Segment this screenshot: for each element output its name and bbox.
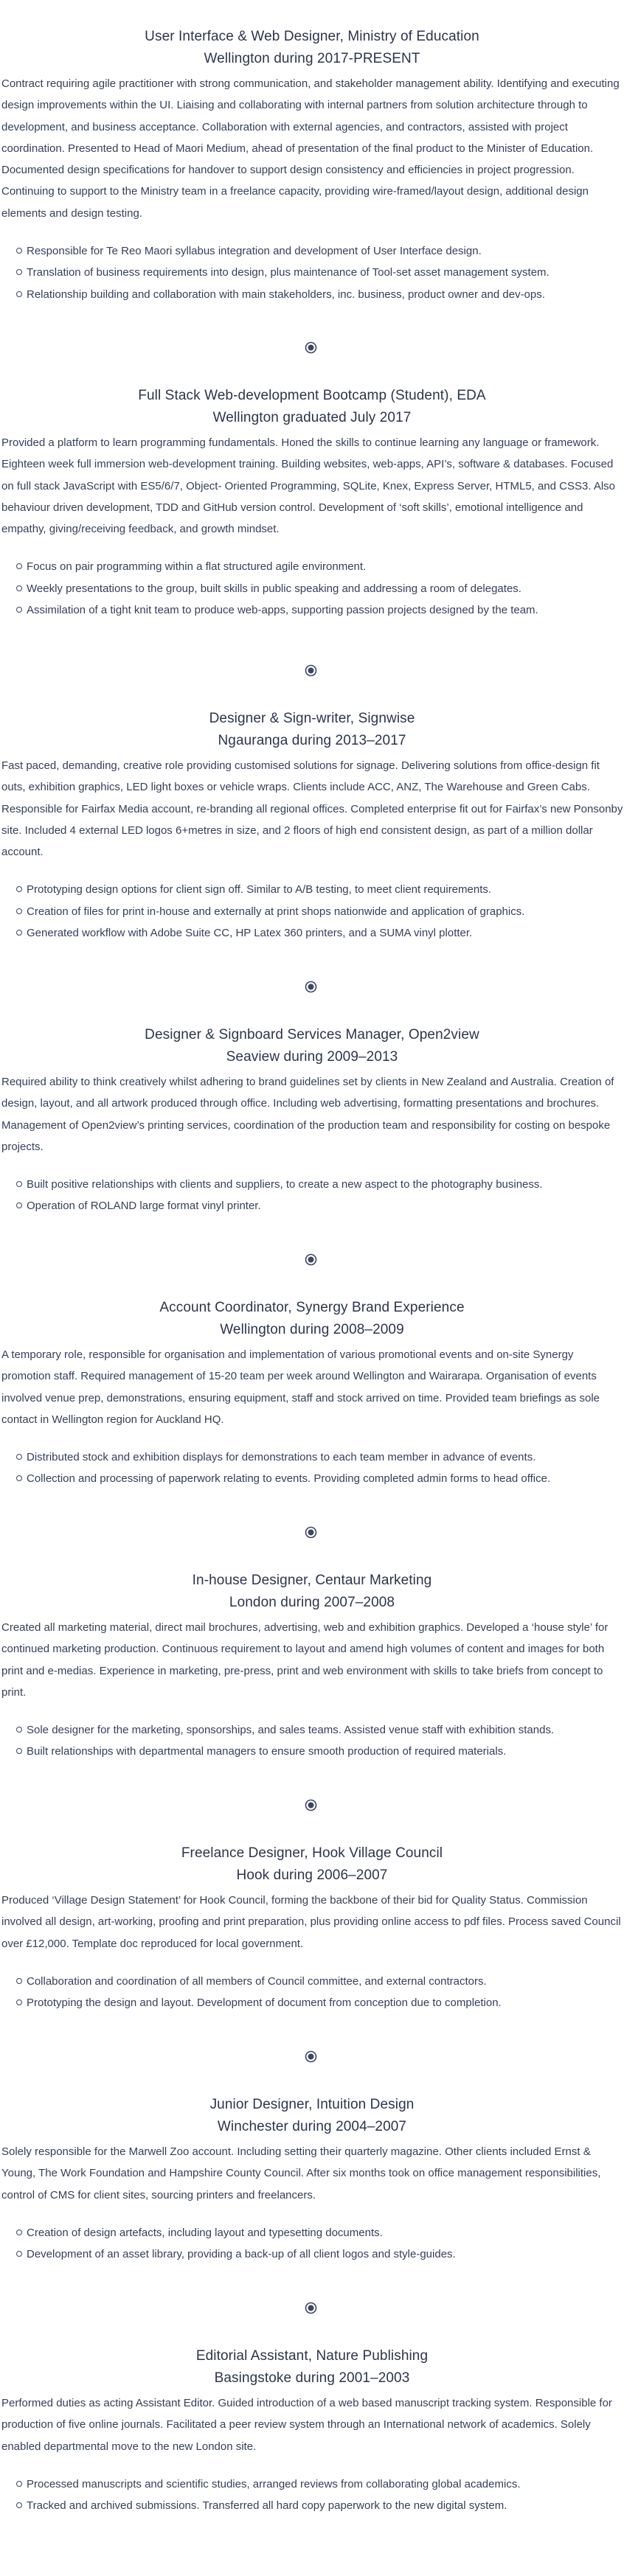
job-highlight: Prototyping design options for client sign off. Similar to A/B testing, to meet client requirements. xyxy=(16,879,624,900)
section-divider-icon xyxy=(305,2302,317,2314)
job-description: Contract requiring agile practitioner with strong communication, and stakeholder management ability. Identifying and executing design improvements within the UI. Liaising and collaborating with internal partners from solution architecture through to development, and business acceptance. Collaboration with external agencies, and contractors, assisted with project coordination. Presented to Head of Maori Medium, ahead of presentation of the final product to the Minister of Education. Documented design specifications for handover to support design consistency and efficiencies in project progression. Continuing to support to the Ministry team in a freelance capacity, providing wire-framed/layout design, additional design elements and design testing. xyxy=(1,77,620,220)
job-highlights xyxy=(0,240,624,305)
job-entry xyxy=(0,1842,624,2013)
job-location-dates: Ngauranga during 2013–2017 xyxy=(218,733,406,748)
job-entry xyxy=(0,385,624,621)
job-highlight: Focus on pair programming within a flat structured agile environment. xyxy=(16,556,624,577)
job-description: A temporary role, responsible for organisation and implementation of various promotional events and on-site Synergy promotion staff. Required management of 15-20 team per week around Wellington and Wairarapa. Organisation of events involved venue prep, demonstrations, ensuring equipment, staff and stock arrived on time. Provided team briefings as sole contact in Wellington region for Auckland HQ. xyxy=(1,1348,600,1426)
job-title: Editorial Assistant, Nature Publishing xyxy=(195,2348,429,2364)
job-highlight: Built relationships with departmental managers to ensure smooth production of required materials. xyxy=(16,1741,624,1762)
job-title: Account Coordinator, Synergy Brand Experience xyxy=(159,1300,465,1315)
job-entry xyxy=(0,2345,624,2516)
job-description: Fast paced, demanding, creative role providing customised solutions for signage. Delivering solutions from office-design fit outs, exhibition graphics, LED light boxes or vehicle wraps. Clients include ACC, ANZ, The Warehouse and Green Cabs. Responsible for Fairfax Media account, re-branding all regional offices. Completed enterprise fit out for Fairfax’s new Ponsonby site. Included 4 external LED logos 6+metres in size, and 2 floors of high end consistent design, as part of a million dollar account. xyxy=(1,759,623,859)
job-highlights xyxy=(0,556,624,621)
section-divider-icon xyxy=(305,1799,317,1811)
section-divider-icon xyxy=(305,341,317,354)
job-highlight: Weekly presentations to the group, built skills in public speaking and addressing a room of delegates. xyxy=(16,578,624,599)
job-description: Performed duties as acting Assistant Editor. Guided introduction of a web based manuscript tracking system. Responsible for production of five online journals. Facilitated a peer review system through an International network of academics. Solely enabled departmental move to the new London site. xyxy=(1,2397,612,2453)
job-title: In-house Designer, Centaur Marketing xyxy=(192,1573,432,1588)
job-highlights xyxy=(0,2474,624,2517)
job-description: Required ability to think creatively whilst adhering to brand guidelines set by clients in New Zealand and Australia. Creation of design, layout, and all artwork produced through office. Including web advertising, formatting presentations and brochures. Management of Open2view’s printing services, coordination of the production team and responsibility for costing on bespoke projects. xyxy=(1,1076,614,1153)
job-highlight: Prototyping the design and layout. Development of document from conception due to completion. xyxy=(16,1992,624,2013)
job-highlight: Assimilation of a tight knit team to produce web-apps, supporting passion projects designed by the team. xyxy=(16,599,624,621)
job-highlight: Responsible for Te Reo Maori syllabus integration and development of User Interface design. xyxy=(16,240,624,262)
job-highlight: Development of an asset library, providing a back-up of all client logos and style-guides. xyxy=(16,2243,624,2265)
job-entry xyxy=(0,2094,624,2265)
job-highlights xyxy=(0,1447,624,1490)
job-description: Created all marketing material, direct mail brochures, advertising, web and exhibition graphics. Developed a ‘house style’ for continued marketing production. Continuous requirement to layout and amend high volumes of content and images for both print and e-medias. Experience in marketing, pre-press, print and web environment with skills to take briefs from concept to print. xyxy=(1,1621,609,1699)
job-highlight: Built positive relationships with clients and suppliers, to create a new aspect to the photography business. xyxy=(16,1174,624,1195)
job-title: Junior Designer, Intuition Design xyxy=(209,2097,415,2112)
section-divider-icon xyxy=(305,2050,317,2063)
job-description: Produced ‘Village Design Statement’ for Hook Council, forming the backbone of their bid for Quality Status. Commission involved all design, art-working, proofing and print preparation, plus providing online access to pdf files. Process saved Council over £12,000. Template doc reproduced for local government. xyxy=(1,1894,621,1950)
job-title: Designer & Signboard Services Manager, Open2view xyxy=(145,1027,479,1042)
section-divider-icon xyxy=(305,981,317,993)
job-entry xyxy=(0,708,624,944)
job-location-dates: Wellington during 2017-PRESENT xyxy=(204,51,420,66)
job-entry xyxy=(0,26,624,305)
job-highlight: Creation of design artefacts, including layout and typesetting documents. xyxy=(16,2222,624,2243)
job-location-dates: Winchester during 2004–2007 xyxy=(217,2119,407,2134)
job-highlight: Operation of ROLAND large format vinyl printer. xyxy=(16,1195,624,1216)
job-highlight: Translation of business requirements into design, plus maintenance of Tool-set asset management system. xyxy=(16,262,624,283)
job-entry xyxy=(0,1024,624,1217)
job-location-dates: Wellington during 2008–2009 xyxy=(220,1322,404,1337)
job-highlight: Processed manuscripts and scientific studies, arranged reviews from collaborating global academics. xyxy=(16,2474,624,2495)
job-entry xyxy=(0,1297,624,1490)
job-highlight: Relationship building and collaboration with main stakeholders, inc. business, product owner and dev-ops. xyxy=(16,284,624,305)
job-location-dates: Wellington graduated July 2017 xyxy=(212,410,412,425)
job-highlights xyxy=(0,1174,624,1217)
job-highlight: Collaboration and coordination of all members of Council committee, and external contractors. xyxy=(16,1971,624,1992)
job-highlight: Distributed stock and exhibition displays for demonstrations to each team member in advance of events. xyxy=(16,1447,624,1468)
job-title: User Interface & Web Designer, Ministry of Education xyxy=(145,29,479,44)
job-highlights xyxy=(0,879,624,944)
job-location-dates: Hook during 2006–2007 xyxy=(236,1867,388,1883)
job-location-dates: Seaview during 2009–2013 xyxy=(226,1049,398,1065)
job-description: Provided a platform to learn programming fundamentals. Honed the skills to continue learning any language or framework. Eighteen week full immersion web-development training. Building websites, web-apps, API’s, software & databases. Focused on full stack JavaScript with ES5/6/7, Object- Oriented Programming, SQLite, Knex, Express Server, HTML5, and CSS3. Also behaviour driven development, TDD and GitHub version control. Development of ‘soft skills’, emotional intelligence and empathy, giving/receiving feedback, and growth mindset. xyxy=(1,436,616,536)
job-highlight: Tracked and archived submissions. Transferred all hard copy paperwork to the new digital system. xyxy=(16,2495,624,2516)
job-location-dates: London during 2007–2008 xyxy=(229,1595,395,1610)
job-title: Freelance Designer, Hook Village Council xyxy=(181,1845,443,1861)
job-highlights xyxy=(0,1719,624,1763)
job-highlight: Collection and processing of paperwork relating to events. Providing completed admin forms to head office. xyxy=(16,1468,624,1489)
job-title: Full Stack Web-development Bootcamp (Student), EDA xyxy=(138,388,486,403)
job-description: Solely responsible for the Marwell Zoo account. Including setting their quarterly magazine. Other clients included Ernst & Young, The Work Foundation and Hampshire County Council. After six months took on office management responsibilities, control of CMS for client sites, sourcing printers and freelancers. xyxy=(1,2145,601,2201)
job-highlights xyxy=(0,1971,624,2014)
section-divider-icon xyxy=(305,664,317,677)
job-title: Designer & Sign-writer, Signwise xyxy=(209,711,415,726)
job-highlight: Creation of files for print in-house and externally at print shops nationwide and application of graphics. xyxy=(16,901,624,922)
section-divider-icon xyxy=(305,1526,317,1539)
job-highlight: Generated workflow with Adobe Suite CC, HP Latex 360 printers, and a SUMA vinyl plotter. xyxy=(16,922,624,944)
job-location-dates: Basingstoke during 2001–2003 xyxy=(214,2370,410,2386)
job-highlights xyxy=(0,2222,624,2266)
job-entry xyxy=(0,1570,624,1763)
job-highlight: Sole designer for the marketing, sponsorships, and sales teams. Assisted venue staff with exhibition stands. xyxy=(16,1719,624,1741)
section-divider-icon xyxy=(305,1253,317,1266)
